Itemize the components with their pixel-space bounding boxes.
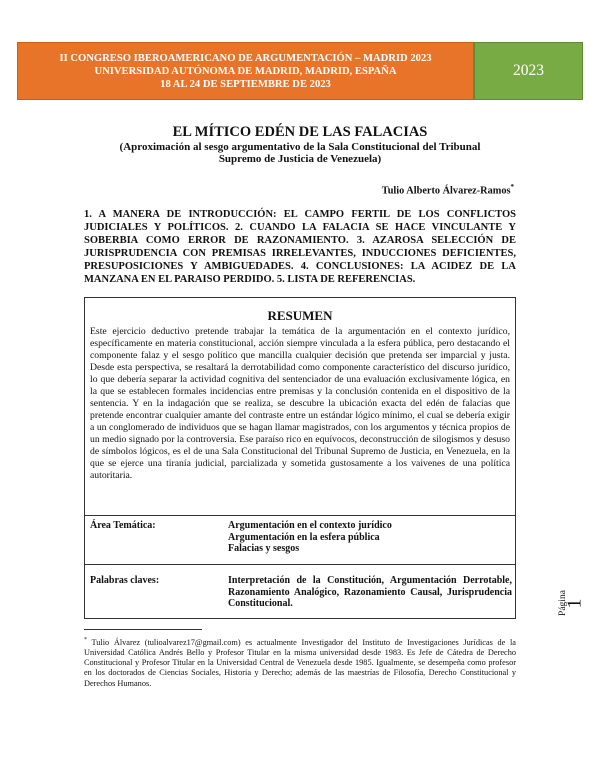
- conference-name: II CONGRESO IBEROAMERICANO DE ARGUMENTACIÓN – MADRID 2023: [59, 52, 432, 64]
- conference-dates: 18 AL 24 DE SEPTIEMBRE DE 2023: [160, 78, 331, 90]
- abstract-text: Este ejercicio deductivo pretende trabajar la temática de la argumentación en el contexto jurídico, específicamente en materia constitucional, acción siempre vinculada a la esfera pública, pero destacando el componente falaz y el sesgo político que mancilla cualquier decisión que pretenda ser imparcial y justa. Desde esta perspectiva, se resaltará la derrotabilidad como componente característico del discurso jurídico, lo que debería separar la actividad cognitiva del sentenciador de una evaluación exclusivamente lógica, en la que se establecen formales incidencias entre premisas y la conclusión contenida en el dispositivo de la sentencia. Y en la indagación que se realiza, se descubre la ubicación exacta del edén de falacias que pretende encontrar cualquier amante del contraste entre un estándar lógico mínimo, el cual se debería exigir a un conglomerado de individuos que se hagan llamar magistrados, con los argumentos y técnica propios de un medio signado por la controversia. Ese paraíso rico en equívocos, deconstrucción de silogismos y desuso de símbolos lógicos, es el de una Sala Constitucional del Tribunal Supremo de Justicia, en Venezuela, en la que se ejerce una tiranía judicial, parcializada y sometida gustosamente a los vaivenes de una política autoritaria.: [90, 326, 510, 481]
- area-label: Área Temática:: [90, 520, 156, 531]
- conference-header: [17, 42, 583, 100]
- footnote-text: Tulio Álvarez (tulioalvarez17@gmail.com) es actualmente Investigador del Instituto de Investigaciones Jurídicas de la Universidad Católica Andrés Bello y Profesor Titular en la misma universidad desde 1983. Es Jefe de Cátedra de Derecho Constitucional y Profesor Titular en la Universidad Central de Venezuela desde 1985. Igualmente, se desempeña como profesor en los doctorados de Ciencias Sociales, Historia y Derecho; además de las maestrías de Filosofía, Derecho Constitucional y Derechos Humanos.: [84, 637, 516, 688]
- page-number: 1: [563, 598, 586, 609]
- area-item: Argumentación en la esfera pública: [228, 531, 380, 543]
- page-label: Página: [558, 590, 568, 616]
- conference-year: 2023: [474, 42, 583, 100]
- keywords-values: Interpretación de la Constitución, Argumentación Derrotable, Razonamiento Analógico, Razonamiento Causal, Jurisprudencia Constitucional.: [228, 575, 512, 609]
- footnote: [84, 635, 516, 689]
- footnote-mark: *: [84, 637, 87, 643]
- table-divider: [85, 564, 515, 565]
- keywords-label: Palabras claves:: [90, 575, 160, 586]
- table-of-contents: 1. A MANERA DE INTRODUCCIÓN: EL CAMPO FERTIL DE LOS CONFLICTOS JUDICIALES Y POLÍTICOS. 2. CUANDO LA FALACIA SE HACE VINCULANTE Y SOBERBIA COMO ERROR DE RAZONAMIENTO. 3. AZAROSA SELECCIÓN DE JURISPRUDENCIA CON PREMISAS IRRELEVANTES, INDUCCIONES DEFICIENTES, PRESUPOSICIONES Y AMBIGUEDADES. 4. CONCLUSIONES: LA ACIDEZ DE LA MANZANA EN EL PARAISO PERDIDO. 5. LISTA DE REFERENCIAS.: [84, 209, 516, 285]
- paper-subtitle: (Aproximación al sesgo argumentativo de la Sala Constitucional del Tribunal Supremo de Justicia de Venezuela): [119, 141, 481, 165]
- conference-banner: [17, 42, 474, 100]
- paper-title: EL MÍTICO EDÉN DE LAS FALACIAS: [172, 124, 428, 140]
- area-values: [228, 520, 512, 555]
- author-footnote-mark: *: [510, 183, 514, 191]
- footnote-rule: [84, 629, 202, 630]
- author-line: [382, 183, 514, 196]
- area-item: Argumentación en el contexto jurídico: [228, 520, 392, 531]
- abstract-box: [84, 297, 516, 516]
- author-name: Tulio Alberto Álvarez-Ramos: [381, 185, 511, 197]
- conference-venue: UNIVERSIDAD AUTÓNOMA DE MADRID, MADRID, ESPAÑA: [94, 65, 397, 77]
- abstract-title: RESUMEN: [267, 308, 333, 323]
- metadata-table: [84, 516, 516, 619]
- page-number-block: [540, 560, 600, 630]
- area-item: Falacias y sesgos: [228, 543, 300, 554]
